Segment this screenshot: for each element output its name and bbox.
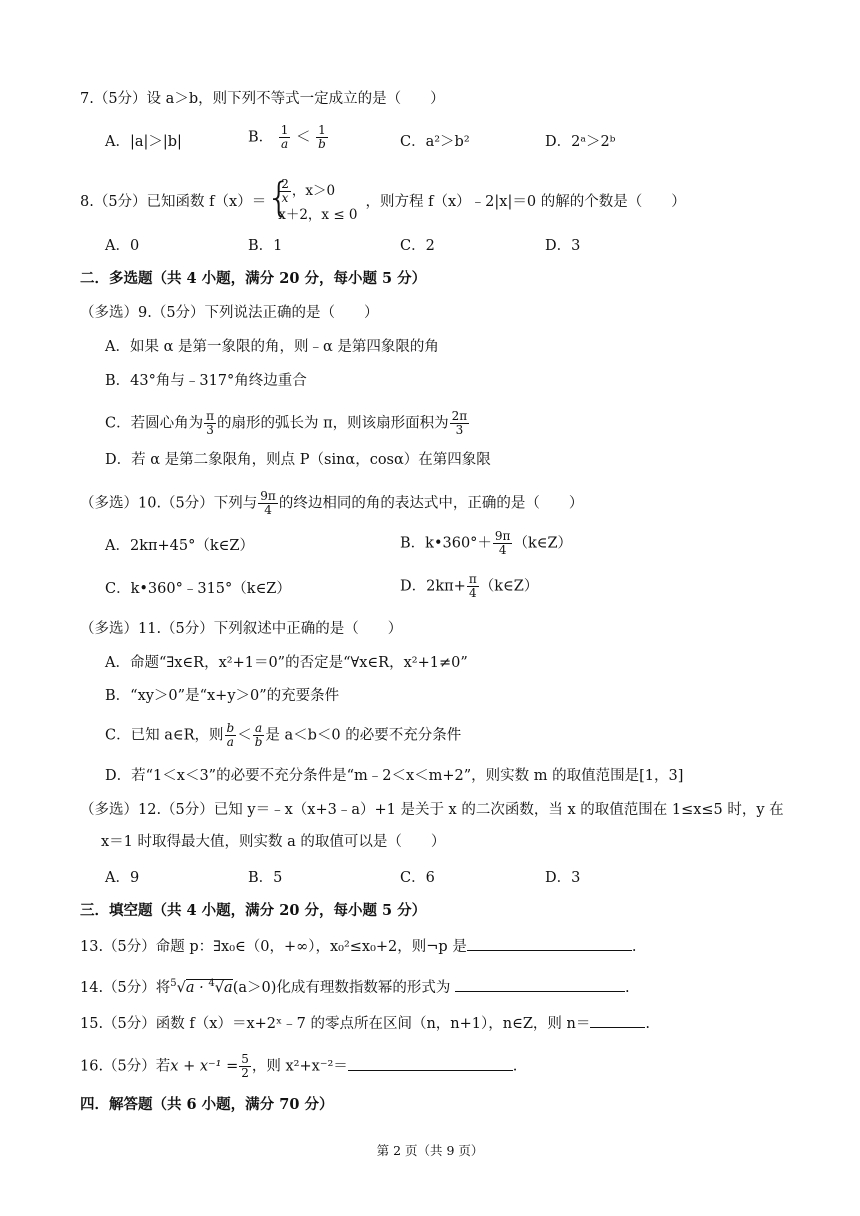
q9-c-prefix: C．若圆心角为 (105, 415, 204, 432)
q16-period: . (512, 1058, 518, 1075)
numerator: 1 (318, 123, 326, 137)
q9-c-middle: 的扇形的弧长为 π，则该扇形面积为 (217, 415, 449, 432)
q11-c-suffix: 是 a＜b＜0 的必要不充分条件 (265, 727, 462, 744)
fraction-b-over-a (225, 722, 237, 749)
fraction-9pi-over-4 (493, 530, 513, 557)
q11-option-d: D．若“1＜x＜3”的必要不充分条件是“m﹣2＜x＜m+2”，则实数 m 的取值范围是[1，3] (105, 768, 684, 784)
piecewise-case-2: x＋2，x ≤ 0 (278, 207, 358, 223)
q15-line (80, 1013, 650, 1034)
q13-answer-blank[interactable] (467, 936, 632, 951)
denominator: x (281, 191, 289, 205)
q14-answer-blank[interactable] (455, 977, 625, 992)
q11-c-prefix: C．已知 a∈R，则 (105, 727, 224, 744)
fraction-2pi-over-3 (450, 410, 470, 437)
q12-option-c: C．6 (400, 870, 435, 886)
numerator: { 2 (281, 177, 289, 191)
q10-d-prefix: D．2kπ+ (400, 578, 466, 595)
q15-text: 15.（5分）函数 f（x）＝x+2ˣ﹣7 的零点所在区间（n，n+1），n∈Z，则 n＝ (80, 1016, 591, 1032)
q11-option-c: C．已知 a∈R，则 $\frac{b}{a}$ ＜ $\frac{a}{b}$ 是 a＜b＜0 的必要不充分条件 (105, 721, 462, 749)
piecewise-function (268, 178, 357, 226)
q7-option-b (248, 124, 329, 151)
q8-prefix: 8.（5分）已知函数 f（x）＝ (80, 194, 267, 210)
q14-suffix: (a＞0)化成有理数指数幂的形式为 (232, 979, 451, 996)
fraction-pi-over-4 (467, 573, 479, 600)
q15-answer-blank[interactable] (590, 1013, 645, 1028)
q12-stem-line-1: （多选）12.（5分）已知 y＝﹣x（x+3﹣a）+1 是关于 x 的二次函数，当 x 的取值范围在 1≤x≤5 时，y 在 (80, 802, 784, 818)
q9-stem: （多选）9.（5分）下列说法正确的是（ ） (80, 305, 379, 321)
nested-radical: $^5$√a · $^4$√a (170, 978, 233, 996)
q12-option-a: A．9 (105, 870, 140, 886)
numerator: 9π (494, 529, 511, 543)
q14-prefix: 14.（5分）将 (80, 979, 171, 996)
q14-line (80, 974, 630, 998)
denominator: 3 (206, 423, 214, 437)
q7-stem: 7.（5分）设 a＞b，则下列不等式一定成立的是（ ） (80, 91, 445, 107)
page-footer: 第 2 页（共 9 页） (376, 1143, 484, 1158)
q7-option-c: C．a²＞b² (400, 134, 470, 150)
q16-line (80, 1053, 517, 1080)
fraction-1-over-a (279, 124, 291, 151)
q8-option-b: B．1 (248, 238, 283, 254)
fraction-pi-over-3 (204, 410, 216, 437)
q8-stem (80, 178, 686, 226)
q9-option-b: B．43°角与﹣317°角终边重合 (105, 373, 307, 389)
fraction-2-over-x (279, 178, 291, 205)
numerator: 1 (280, 123, 289, 137)
denominator: 4 (468, 586, 477, 600)
q16-equation-lhs: x + x⁻¹ = (170, 1058, 239, 1075)
denominator: b (254, 735, 263, 749)
q13-text: 13.（5分）命题 p：∃x₀∈（0，+∞），x₀²≤x₀+2，则¬p 是 (80, 939, 467, 955)
q8-option-c: C．2 (400, 238, 435, 254)
radical-index-5: 5 (170, 978, 177, 989)
q16-answer-blank[interactable] (348, 1056, 513, 1071)
numerator: 9π (260, 489, 276, 503)
q12-option-b: B．5 (248, 870, 283, 886)
fraction-9pi-over-4 (258, 490, 278, 517)
q11-option-b: B．“xy＞0”是“x+y＞0”的充要条件 (105, 688, 340, 704)
piecewise-case-1: { $\frac{2}{x}$ ，x＞0 (281, 177, 336, 205)
q12-stem-line-2: x＝1 时取得最大值，则实数 a 的取值可以是（ ） (101, 834, 446, 850)
q10-stem-prefix: （多选）10.（5分）下列与 (80, 495, 258, 512)
less-than-sign: ＜ (296, 129, 311, 146)
q15-period: . (645, 1016, 650, 1032)
fraction-a-over-b (253, 722, 265, 749)
q16-suffix: ，则 x²+x⁻²＝ (251, 1058, 348, 1075)
q10-stem-suffix: 的终边相同的角的表达式中，正确的是（ ） (278, 495, 584, 512)
section-3-heading: 三．填空题（共 4 小题，满分 20 分，每小题 5 分） (80, 902, 427, 919)
case-1-condition: x＞0 (305, 183, 336, 199)
q10-option-d (400, 573, 538, 600)
fraction-1-over-b (316, 124, 328, 151)
q13-period: . (631, 939, 637, 955)
denominator: b (318, 137, 326, 151)
q7-option-d: D．2ᵃ＞2ᵇ (545, 134, 616, 150)
numerator: a (254, 721, 263, 735)
numerator: π (468, 572, 477, 586)
q8-option-d: D．3 (545, 238, 581, 254)
numerator: b (226, 721, 235, 735)
q9-option-d: D．若 α 是第二象限角，则点 P（sinα，cosα）在第四象限 (105, 452, 491, 468)
q10-option-b (400, 530, 572, 557)
q10-option-c: C．k•360°﹣315°（k∈Z） (105, 581, 291, 597)
q11-option-a: A．命题“∃x∈R，x²+1＝0”的否定是“∀x∈R，x²+1≠0” (105, 655, 468, 671)
q9-option-a: A．如果 α 是第一象限的角，则﹣α 是第四象限的角 (105, 339, 439, 355)
numerator: 2π (451, 409, 468, 423)
fraction-5-over-2 (239, 1053, 251, 1080)
section-4-heading: 四．解答题（共 6 小题，满分 70 分） (80, 1096, 334, 1113)
q10-stem (80, 490, 583, 517)
q7-option-a: A．|a|＞|b| (105, 134, 182, 150)
q11-stem: （多选）11.（5分）下列叙述中正确的是（ ） (80, 621, 403, 637)
q10-option-a: A．2kπ+45°（k∈Z） (105, 538, 254, 554)
q10-b-prefix: B．k•360°＋ (400, 535, 492, 552)
denominator: 2 (241, 1066, 249, 1080)
q7-option-b-label: B． (248, 129, 274, 146)
q14-period: . (624, 979, 630, 996)
q10-d-suffix: （k∈Z） (479, 578, 539, 595)
numerator: π (206, 409, 214, 423)
denominator: 4 (264, 503, 272, 517)
numerator: 5 (241, 1052, 249, 1066)
q12-option-d: D．3 (545, 870, 581, 886)
denominator: a (226, 735, 234, 749)
q10-b-suffix: （k∈Z） (513, 535, 573, 552)
denominator: 4 (498, 543, 507, 557)
q9-option-c (105, 410, 470, 437)
q16-prefix: 16.（5分）若 (80, 1058, 171, 1075)
denominator: 3 (455, 423, 464, 437)
radical-index-4: 4 (208, 978, 215, 989)
q8-suffix: ，则方程 f（x）﹣2|x|＝0 的解的个数是（ ） (365, 194, 686, 210)
denominator: a (281, 137, 289, 151)
section-2-heading: 二．多选题（共 4 小题，满分 20 分，每小题 5 分） (80, 270, 427, 287)
q8-option-a: A．0 (105, 238, 140, 254)
q13-line (80, 936, 636, 957)
